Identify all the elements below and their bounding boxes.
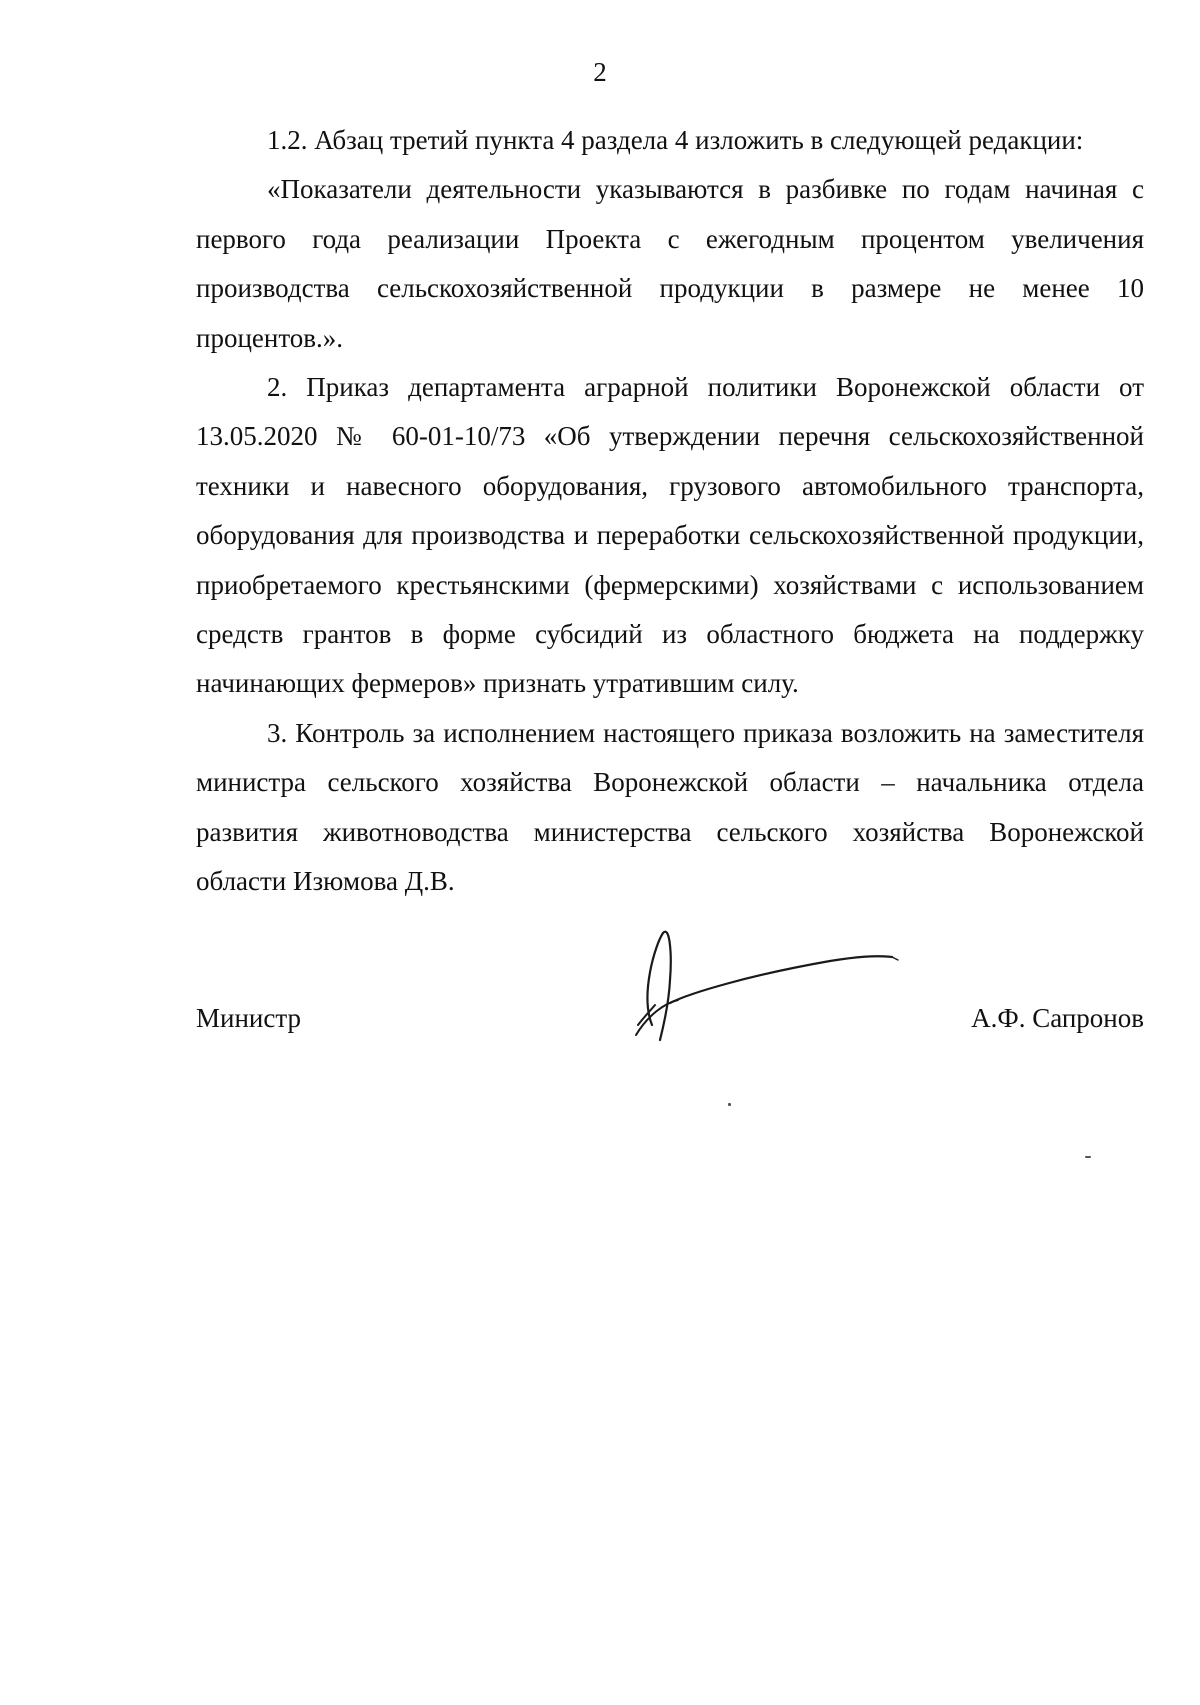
paragraph-3: 3. Контроль за исполнением настоящего приказа возложить на заместителя министра сельского хозяйства Воронежской области – начальника отдела развития животноводства министерства сельского хозяйства Воронежской области Изюмова Д.В. (196, 717, 1144, 897)
handwritten-signature (630, 925, 930, 1065)
signer-title: Министр (196, 1003, 301, 1033)
paragraph-quoted-amendment: «Показатели деятельности указываются в разбивке по годам начиная с первого года реализации Проекта с ежегодным процентом увеличения производства сельскохозяйственной продукции в размере не менее 10 процентов.». (196, 174, 1144, 353)
paragraph-2: 2. Приказ департамента аграрной политики Воронежской области от 13.05.2020 № 60-01-10/73 «Об утверждении перечня сельскохозяйственной техники и навесного оборудования, грузового автомобильного транспорта, оборудования для производства и переработки сельскохозяйственной продукции, приобретаемого крестьянскими (фермерскими) хозяйствами с использованием средств грантов в форме субсидий из областного бюджета на поддержку начинающих фермеров» признать утратившим силу. (196, 372, 1144, 699)
paragraph-1-2: 1.2. Абзац третий пункта 4 раздела 4 изложить в следующей редакции: (267, 125, 1084, 155)
scan-speck (728, 1103, 731, 1106)
signer-name: А.Ф. Сапронов (971, 1003, 1144, 1033)
scan-speck (1085, 1156, 1091, 1158)
page-number: 2 (593, 57, 607, 87)
document-body (196, 116, 1144, 907)
